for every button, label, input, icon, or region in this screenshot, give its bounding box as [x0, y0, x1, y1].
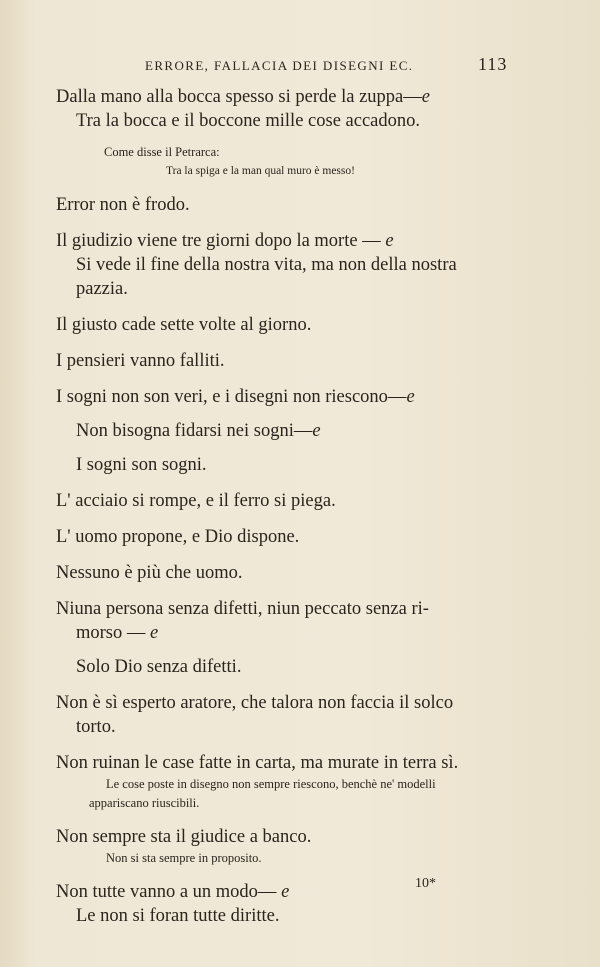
proverb-line: Error non è frodo. — [56, 195, 190, 215]
proverb-line: Non è sì esperto aratore, che talora non faccia il solco — [56, 693, 454, 713]
proverb-line: L' uomo propone, e Dio dispone. — [56, 527, 300, 547]
signature-mark: 10* — [415, 876, 436, 891]
page-number: 113 — [478, 54, 508, 74]
proverb-line: I sogni son sogni. — [76, 455, 207, 475]
proverb-line: Non bisogna fidarsi nei sogni—e — [76, 421, 321, 441]
proverb-line: Si vede il fine della nostra vita, ma non della nostra — [76, 255, 457, 275]
footnote-line: Le cose poste in disegno non sempre riescono, benchè ne' modelli — [106, 777, 436, 791]
proverb-line: morso — e — [76, 623, 159, 643]
proverb-line: pazzia. — [76, 279, 128, 299]
proverb-line: Nessuno è più che uomo. — [56, 563, 243, 583]
page-header — [0, 56, 600, 80]
page-body — [56, 85, 506, 928]
proverb-line: L' acciaio si rompe, e il ferro si piega. — [56, 491, 336, 511]
proverb-line: Non ruinan le case fatte in carta, ma murate in terra sì. — [56, 753, 459, 773]
footnote-line: appariscano riuscibili. — [89, 796, 200, 810]
proverb-line: I pensieri vanno falliti. — [56, 351, 225, 371]
proverb-line: torto. — [76, 717, 116, 737]
proverb-line: Le non si foran tutte diritte. — [76, 906, 280, 926]
proverb-line: Solo Dio senza difetti. — [76, 657, 242, 677]
proverb-line: Non tutte vanno a un modo— e — [56, 882, 290, 902]
proverb-line: Non sempre sta il giudice a banco. — [56, 827, 312, 847]
footnote-line: Non si sta sempre in proposito. — [106, 851, 262, 865]
footnote-line: Tra la spiga e la man qual muro è messo! — [166, 165, 355, 177]
proverb-line: Niuna persona senza difetti, niun peccato senza ri- — [56, 599, 429, 619]
proverb-line: Il giudizio viene tre giorni dopo la morte — e — [56, 231, 394, 251]
proverb-line: Dalla mano alla bocca spesso si perde la zuppa—e — [56, 87, 430, 107]
proverb-line: Il giusto cade sette volte al giorno. — [56, 315, 312, 335]
running-title: ERRORE, FALLACIA DEI DISEGNI EC. — [145, 58, 414, 73]
footnote-line: Come disse il Petrarca: — [104, 145, 220, 159]
proverb-line: I sogni non son veri, e i disegni non riescono—e — [56, 387, 415, 407]
proverb-line: Tra la bocca e il boccone mille cose accadono. — [76, 111, 420, 131]
